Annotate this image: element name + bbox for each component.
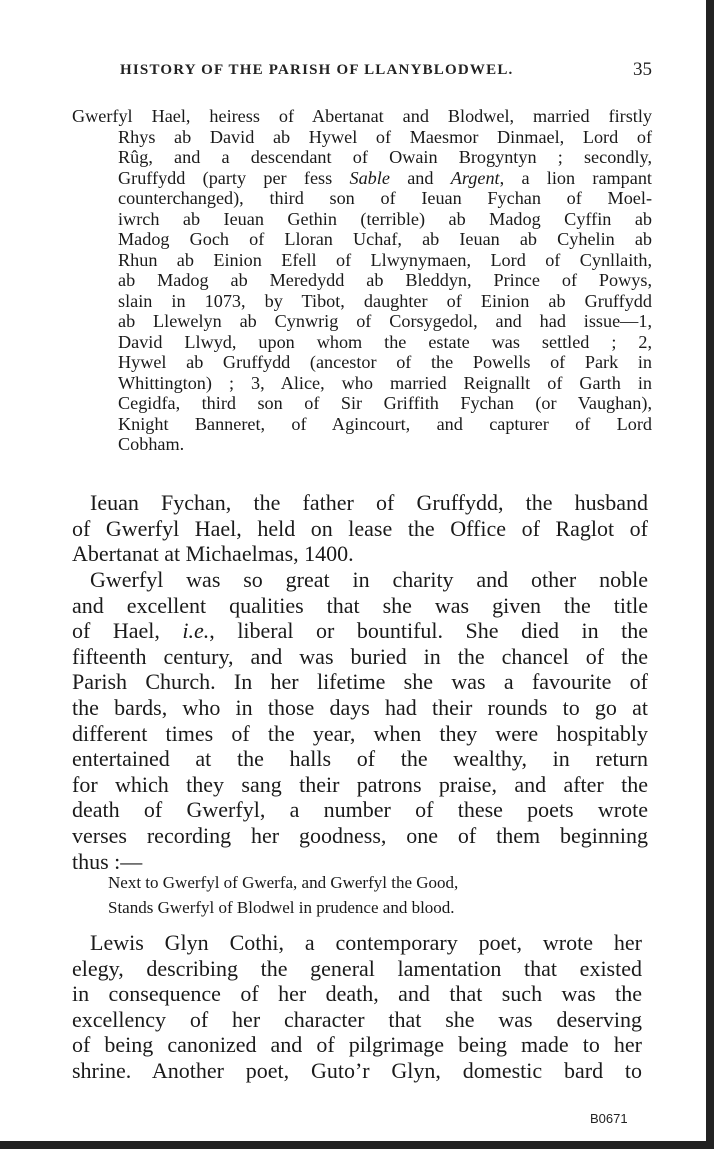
- genealogy-line: Whittington) ; 3, Alice, who married Reignallt of Garth in: [118, 372, 652, 393]
- genealogy-line: iwrch ab Ieuan Gethin (terrible) ab Madog Cyffin ab: [118, 208, 652, 229]
- paragraph-line: Gwerfyl was so great in charity and other noble: [90, 567, 648, 592]
- genealogy-line: ab Llewelyn ab Cynwrig of Corsygedol, and had issue—1,: [118, 311, 652, 331]
- paragraph-line: Lewis Glyn Cothi, a contemporary poet, wrote her: [90, 930, 642, 955]
- paragraph-line: thus :—: [72, 848, 143, 874]
- paragraph-line: the bards, who in those days had their rounds to go at: [72, 695, 648, 720]
- paragraph-line: entertained at the halls of the wealthy, in return: [72, 746, 648, 772]
- paragraph-line: different times of the year, when they were hospitably: [72, 720, 648, 746]
- paragraph-line: for which they sang their patrons praise, and after the: [72, 771, 648, 797]
- text-segment: Sable: [349, 167, 390, 188]
- text-segment: , a lion rampant: [499, 167, 652, 188]
- text-segment: , liberal or bountiful. She died in the: [209, 618, 648, 644]
- paragraph-line: of Gwerfyl Hael, held on lease the Office of Raglot of: [72, 515, 648, 541]
- paragraph-line: fifteenth century, and was buried in the chancel of the: [72, 643, 648, 669]
- genealogy-line: Madog Goch of Lloran Uchaf, ab Ieuan ab Cyhelin ab: [118, 229, 652, 249]
- paragraph-line: Parish Church. In her lifetime she was a favourite of: [72, 669, 648, 695]
- genealogy-line: Cobham.: [118, 434, 185, 454]
- paragraph-line: of being canonized and of pilgrimage being made to her: [72, 1032, 642, 1058]
- paragraph-line: Abertanat at Michaelmas, 1400.: [72, 541, 354, 567]
- genealogy-line: Rûg, and a descendant of Owain Brogyntyn ; secondly,: [118, 147, 652, 167]
- genealogy-line: Hywel ab Gruffydd (ancestor of the Powells of Park in: [118, 352, 652, 372]
- page-number: 35: [633, 59, 652, 80]
- genealogy-line: Cegidfa, third son of Sir Griffith Fychan (or Vaughan),: [118, 393, 652, 413]
- genealogy-line: Gwerfyl Hael, heiress of Abertanat and Blodwel, married firstly: [72, 106, 652, 126]
- paragraph-line: in consequence of her death, and that such was the: [72, 981, 642, 1007]
- poem-line: Stands Gwerfyl of Blodwel in prudence and blood.: [108, 897, 455, 917]
- genealogy-line: David Llwyd, upon whom the estate was settled ; 2,: [118, 331, 652, 352]
- genealogy-line: Knight Banneret, of Agincourt, and capturer of Lord: [118, 413, 652, 434]
- text-segment: and: [389, 167, 451, 188]
- paragraph-line: Ieuan Fychan, the father of Gruffydd, the husband: [90, 490, 648, 515]
- paragraph-line: excellency of her character that she was deserving: [72, 1006, 642, 1032]
- genealogy-line: [118, 168, 652, 189]
- paragraph-line: verses recording her goodness, one of them beginning: [72, 823, 648, 848]
- running-header: [120, 59, 652, 80]
- catalog-code: B0671: [590, 1111, 628, 1126]
- paragraph-line: death of Gwerfyl, a number of these poets wrote: [72, 797, 648, 823]
- header-title: HISTORY OF THE PARISH OF LLANYBLODWEL.: [120, 62, 514, 78]
- text-segment: of Hael,: [72, 618, 183, 644]
- paragraph-line: shrine. Another poet, Guto’r Glyn, domestic bard to: [72, 1058, 642, 1083]
- genealogy-line: Rhun ab Einion Efell of Llwynymaen, Lord of Cynllaith,: [118, 249, 652, 270]
- text-segment: i.e.: [182, 618, 210, 644]
- genealogy-line: Rhys ab David ab Hywel of Maesmor Dinmael, Lord of: [118, 126, 652, 147]
- text-segment: Argent: [450, 167, 500, 188]
- paragraph-line: elegy, describing the general lamentation that existed: [72, 955, 642, 981]
- text-segment: Gruffydd (party per fess: [118, 167, 350, 188]
- genealogy-line: ab Madog ab Meredydd ab Bleddyn, Prince of Powys,: [118, 270, 652, 290]
- poem-line: Next to Gwerfyl of Gwerfa, and Gwerfyl the Good,: [108, 873, 459, 892]
- paragraph-line: and excellent qualities that she was given the title: [72, 592, 648, 618]
- genealogy-line: counterchanged), third son of Ieuan Fychan of Moel-: [118, 188, 652, 208]
- genealogy-line: slain in 1073, by Tibot, daughter of Einion ab Gruffydd: [118, 290, 652, 311]
- paragraph-line: [72, 618, 648, 644]
